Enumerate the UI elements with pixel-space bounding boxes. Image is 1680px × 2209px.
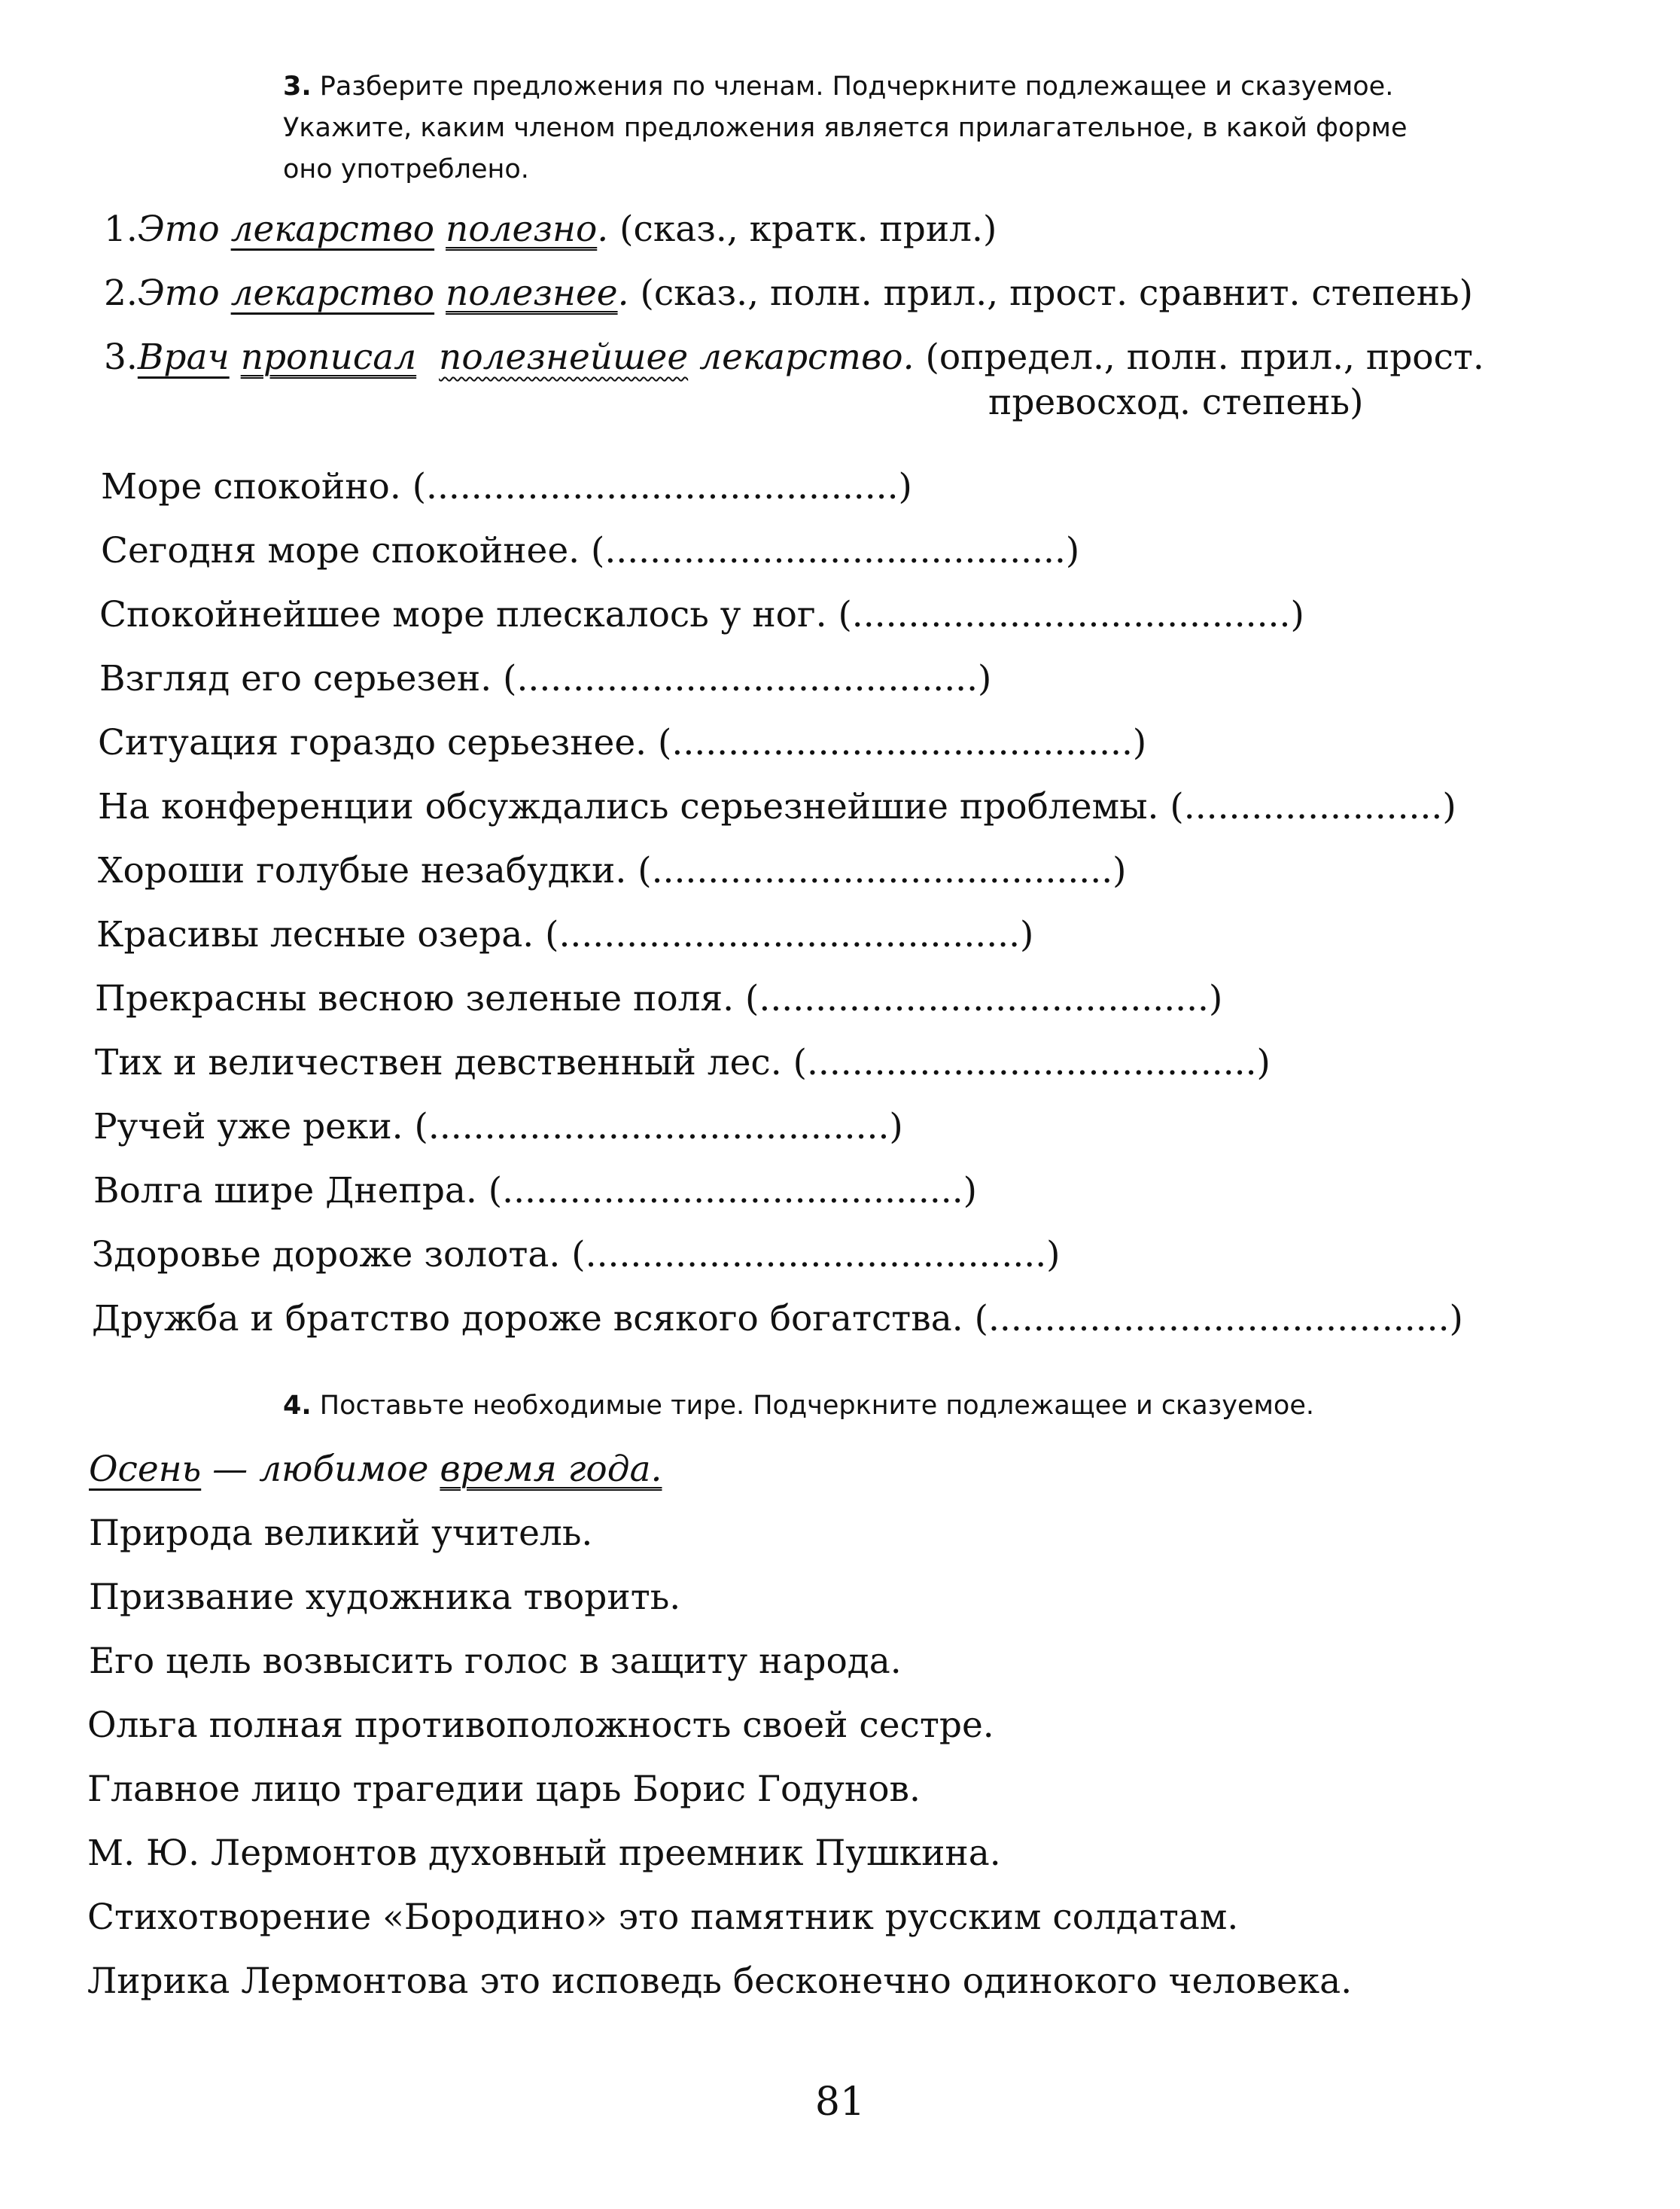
exercise-line: Сегодня море спокойнее. (.........................................) [101, 530, 1080, 571]
example-note: (определ., полн. прил., прост. [925, 337, 1484, 378]
example-note: (сказ., кратк. прил.) [619, 209, 997, 250]
task4-number: 4. [283, 1391, 312, 1421]
task4-instruction-text: Поставьте необходимые тире. Подчеркните подлежащее и сказуемое. [319, 1391, 1314, 1421]
predicate-underlined: полезно [446, 209, 598, 250]
task4-instruction [283, 1385, 1563, 1427]
example-end: . [597, 209, 609, 250]
example-note: превосход. степень) [988, 382, 1364, 423]
example-word: Это [137, 209, 220, 250]
attribute-wavy-underlined: полезнейшее [439, 337, 689, 378]
task3-number: 3. [283, 72, 312, 102]
example-3 [104, 335, 1484, 380]
exercise-line: Дружба и братство дороже всякого богатства. (.........................................) [92, 1298, 1463, 1339]
predicate-underlined: время года. [440, 1449, 662, 1490]
subject-underlined: лекарство [230, 209, 435, 250]
example-2 [104, 271, 1473, 316]
exercise-line: Взгляд его серьезен. (.........................................) [99, 658, 992, 699]
subject-underlined: Врач [137, 337, 230, 378]
sentence-line: Его цель возвысить голос в защиту народа. [89, 1641, 902, 1682]
predicate-underlined: полезнее [446, 273, 618, 314]
sentence-line: Природа великий учитель. [89, 1513, 593, 1554]
exercise-line: Здоровье дороже золота. (.........................................) [92, 1234, 1061, 1275]
exercise-line: Ручей уже реки. (.........................................) [93, 1106, 903, 1147]
page-number: 81 [814, 2080, 866, 2125]
sentence-line: Призвание художника творить. [89, 1577, 681, 1618]
subject-underlined: лекарство [230, 273, 435, 314]
exercise-line: Ситуация гораздо серьезнее. (.........................................) [98, 722, 1147, 763]
example-word: лекарство. [699, 337, 915, 378]
task3-instruction-text: Разберите предложения по членам. Подчеркните подлежащее и сказуемое. Укажите, каким членом предложения является прилагательное, в какой форме оно употреблено. [283, 72, 1408, 184]
exercise-line: Прекрасны весною зеленые поля. (........................................) [95, 978, 1223, 1019]
example-number: 1. [104, 209, 138, 250]
exercise-line: Тих и величествен девственный лес. (........................................) [95, 1042, 1271, 1083]
sentence-line: Лирика Лермонтова это исповедь бесконечно одинокого человека. [87, 1961, 1353, 2002]
predicate-underlined: прописал [240, 337, 417, 378]
exercise-line: Красивы лесные озера. (.........................................) [96, 914, 1034, 955]
example-end: . [617, 273, 629, 314]
sentence-line: М. Ю. Лермонтов духовный преемник Пушкина. [87, 1833, 1001, 1874]
exercise-line: Спокойнейшее море плескалось у ног. (.......................................) [99, 594, 1304, 635]
sentence-line: Главное лицо трагедии царь Борис Годунов. [87, 1769, 921, 1810]
subject-underlined: Осень [89, 1449, 202, 1490]
task3-instruction [283, 66, 1457, 190]
sentence-line: Ольга полная противоположность своей сестре. [87, 1705, 994, 1746]
exercise-line: Волга шире Днепра. (.........................................) [93, 1170, 978, 1211]
exercise-line: Хороши голубые незабудки. (.........................................) [98, 850, 1127, 891]
task4-example [89, 1447, 662, 1492]
example-note: (сказ., полн. прил., прост. сравнит. степень) [640, 273, 1473, 314]
sentence-line: Стихотворение «Бородино» это памятник русским солдатам. [87, 1897, 1239, 1938]
example-3-note-continuation [988, 380, 1363, 425]
example-dash: — любимое [201, 1449, 440, 1490]
example-number: 2. [104, 273, 138, 314]
example-word: Это [137, 273, 220, 314]
example-number: 3. [104, 337, 138, 378]
exercise-line: Море спокойно. (..........................................) [101, 466, 912, 507]
example-1 [104, 207, 997, 252]
exercise-line: На конференции обсуждались серьезнейшие проблемы. (.......................) [98, 786, 1456, 827]
